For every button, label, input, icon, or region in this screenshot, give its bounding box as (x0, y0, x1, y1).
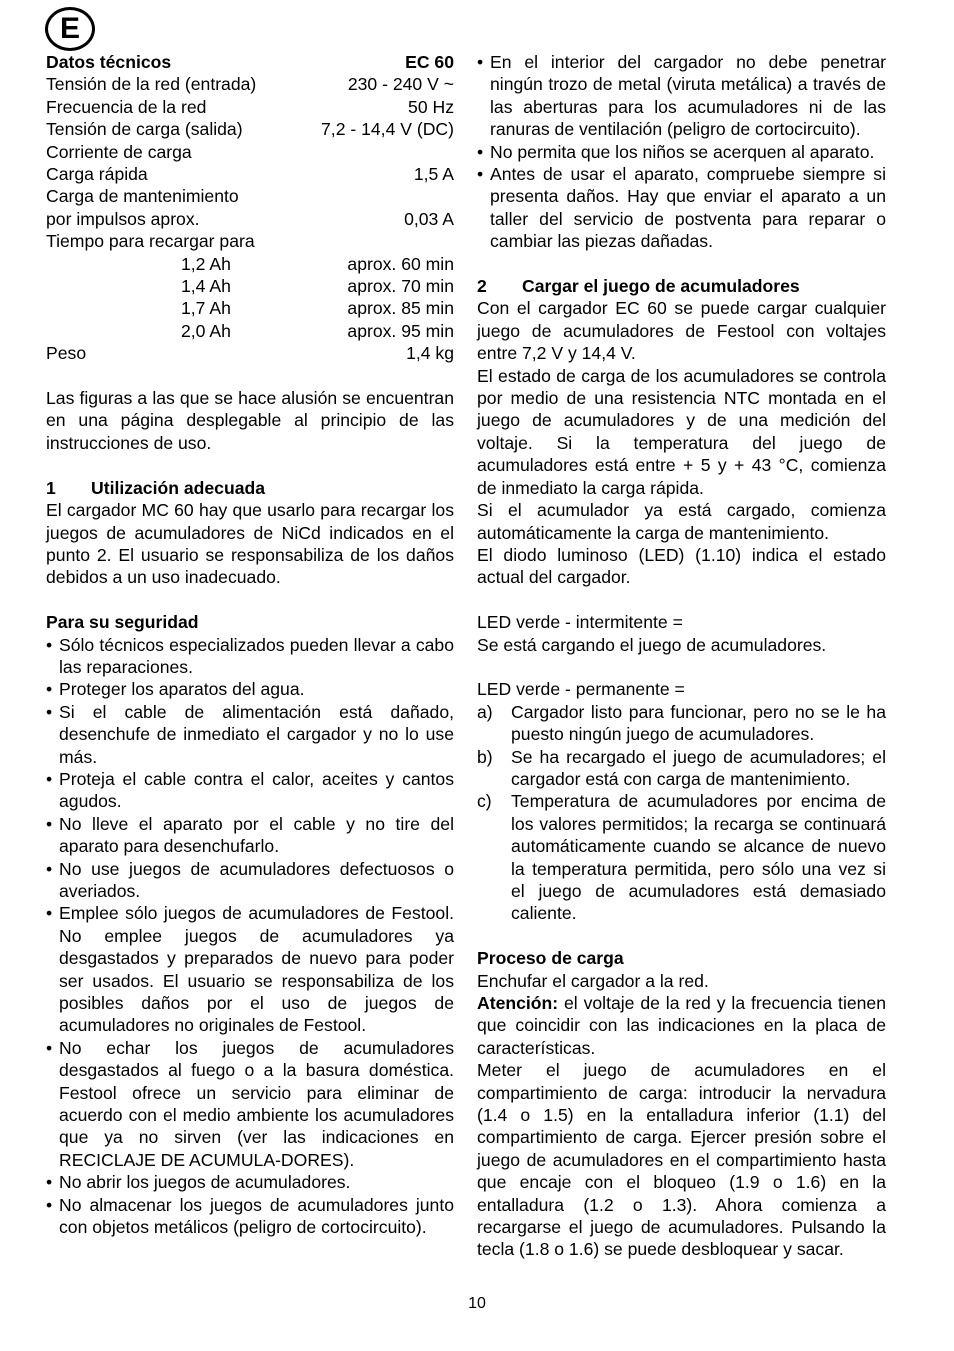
tech-row: Corriente de carga (46, 141, 192, 162)
led-blink-text: Se está cargando el juego de acumuladores. (477, 634, 827, 655)
list-item: • Sólo técnicos especializados pueden llevar a cabo las reparaciones. (46, 634, 454, 679)
list-item: • Antes de usar el aparato, compruebe siempre si presenta daños. Hay que enviar el aparato a un taller del servicio de postventa para reparar o cambiar las piezas dañadas. (477, 163, 886, 253)
section2-paragraph: Con el cargador EC 60 se puede cargar cualquier juego de acumuladores de Festool con voltajes entre 7,2 V y 14,4 V. (477, 298, 886, 364)
charging-heading: Proceso de carga (477, 948, 624, 969)
list-item: • No lleve el aparato por el cable y no tire del aparato para desenchufarlo. (46, 813, 454, 858)
tech-row: Tiempo para recargar para (46, 231, 255, 252)
list-item: • No permita que los niños se acerquen al aparato. (477, 141, 886, 163)
led-steady-item: c) Temperatura de acumuladores por encima de los valores permitidos; la recarga se continuará automáticamente cuando se alcance de nuevo la temperatura permitida, pero sólo una vez si el juego de acumuladores está demasiado caliente. (477, 791, 886, 924)
tech-data-model: EC 60 (405, 52, 454, 72)
charge-time-row: 1,2 Ah aprox. 60 min (181, 253, 454, 274)
page-number: 10 (468, 1295, 486, 1312)
section2-paragraph: El diodo luminoso (LED) (1.10) indica el estado actual del cargador. (477, 544, 886, 588)
list-item: • En el interior del cargador no debe penetrar ningún trozo de metal (viruta metálica) a través de las aberturas para los acumuladores ni de las ranuras de ventilación (peligro de cortocircuito). (477, 51, 886, 141)
list-item: • Si el cable de alimentación está dañado, desenchufe de inmediato el cargador y no lo use más. (46, 701, 454, 768)
led-steady-item: a) Cargador listo para funcionar, pero no se le ha puesto ningún juego de acumuladores. (477, 701, 886, 745)
led-blink-label: LED verde - intermitente = (477, 612, 683, 633)
list-item: • No abrir los juegos de acumuladores. (46, 1171, 454, 1193)
section1-heading: 1 Utilización adecuada (46, 477, 266, 498)
tech-row: Tensión de la red (entrada) 230 - 240 V ~ (46, 74, 454, 95)
tech-data-title: Datos técnicos (46, 52, 172, 72)
section2-paragraph: Si el acumulador ya está cargado, comienza automáticamente la carga de mantenimiento. (477, 500, 886, 543)
charge-time-row: 1,4 Ah aprox. 70 min (181, 276, 454, 297)
tech-row: Carga de mantenimiento (46, 186, 239, 207)
charging-line: Enchufar el cargador a la red. (477, 970, 709, 991)
safety-list-continued (477, 51, 886, 253)
attention-note: Atención: el voltaje de la red y la frecuencia tienen que coincidir con las indicaciones en la placa de características. (477, 993, 886, 1058)
tech-row: Frecuencia de la red 50 Hz (46, 96, 454, 117)
insert-instructions: Meter el juego de acumuladores en el compartimiento de carga: introducir la nervadura (1.4 o 1.5) en la entalladura inferior (1.1) del compartimiento de carga. Ejercer presión sobre el juego de acumuladores en el compartimiento hasta que encaje con el bloqueo (1.9 o 1.6) en la entalladura (1.2 o 1.3). Ahora comienza a recargarse el juego de acumuladores. Pulsando la tecla (1.8 o 1.6) se puede desbloquear y sacar. (477, 1060, 886, 1260)
list-item: • Proteger los aparatos del agua. (46, 678, 454, 700)
led-steady-item: b) Se ha recargado el juego de acumuladores; el cargador está con carga de mantenimiento. (477, 746, 886, 789)
list-item: • Emplee sólo juegos de acumuladores de Festool. No emplee juegos de acumuladores ya desgastados y preparados de nuevo para poder ser usados. El usuario se responsabiliza de los posibles daños por el uso de juegos de acumuladores no originales de Festool. (46, 902, 454, 1036)
weight-row: Peso 1,4 kg (46, 343, 454, 364)
charge-time-row: 1,7 Ah aprox. 85 min (181, 298, 454, 319)
tech-row: Tensión de carga (salida) 7,2 - 14,4 V (DC) (46, 119, 454, 140)
section2-heading: 2 Cargar el juego de acumuladores (477, 276, 800, 297)
list-item: • No echar los juegos de acumuladores desgastados al fuego o a la basura doméstica. Festool ofrece un servicio para eliminar de acuerdo con el medio ambiente los acumuladores que ya no sirven (ver las indicaciones en RECICLAJE DE ACUMULA-DORES). (46, 1037, 454, 1171)
tech-data-header (46, 51, 454, 73)
language-badge: E (45, 7, 95, 51)
section2-paragraph: El estado de carga de los acumuladores se controla por medio de una resistencia NTC montada en el juego de acumuladores y de una medición del voltaje. Si la temperatura del juego de acumuladores está entre + 5 y + 43 °C, comienza de inmediato la carga rápida. (477, 365, 886, 498)
safety-list (46, 634, 454, 1239)
led-steady-label: LED verde - permanente = (477, 679, 685, 700)
list-item: • No use juegos de acumuladores defectuosos o averiados. (46, 858, 454, 903)
charge-time-row: 2,0 Ah aprox. 95 min (181, 320, 454, 341)
attention-label: Atención: (477, 993, 559, 1013)
list-item: • No almacenar los juegos de acumuladores junto con objetos metálicos (peligro de cortocircuito). (46, 1194, 454, 1239)
section1-text: El cargador MC 60 hay que usarlo para recargar los juegos de acumuladores de NiCd indicados en el punto 2. El usuario se responsabiliza de los daños debidos a un uso inadecuado. (46, 500, 454, 588)
left-column (46, 51, 454, 1238)
safety-heading: Para su seguridad (46, 612, 199, 633)
figures-note: Las figuras a las que se hace alusión se encuentran en una página desplegable al principio de las instrucciones de uso. (46, 388, 454, 453)
tech-row: por impulsos aprox. 0,03 A (46, 208, 454, 229)
list-item: • Proteja el cable contra el calor, aceites y cantos agudos. (46, 768, 454, 813)
tech-row: Carga rápida 1,5 A (46, 164, 454, 185)
right-column (477, 51, 886, 1261)
